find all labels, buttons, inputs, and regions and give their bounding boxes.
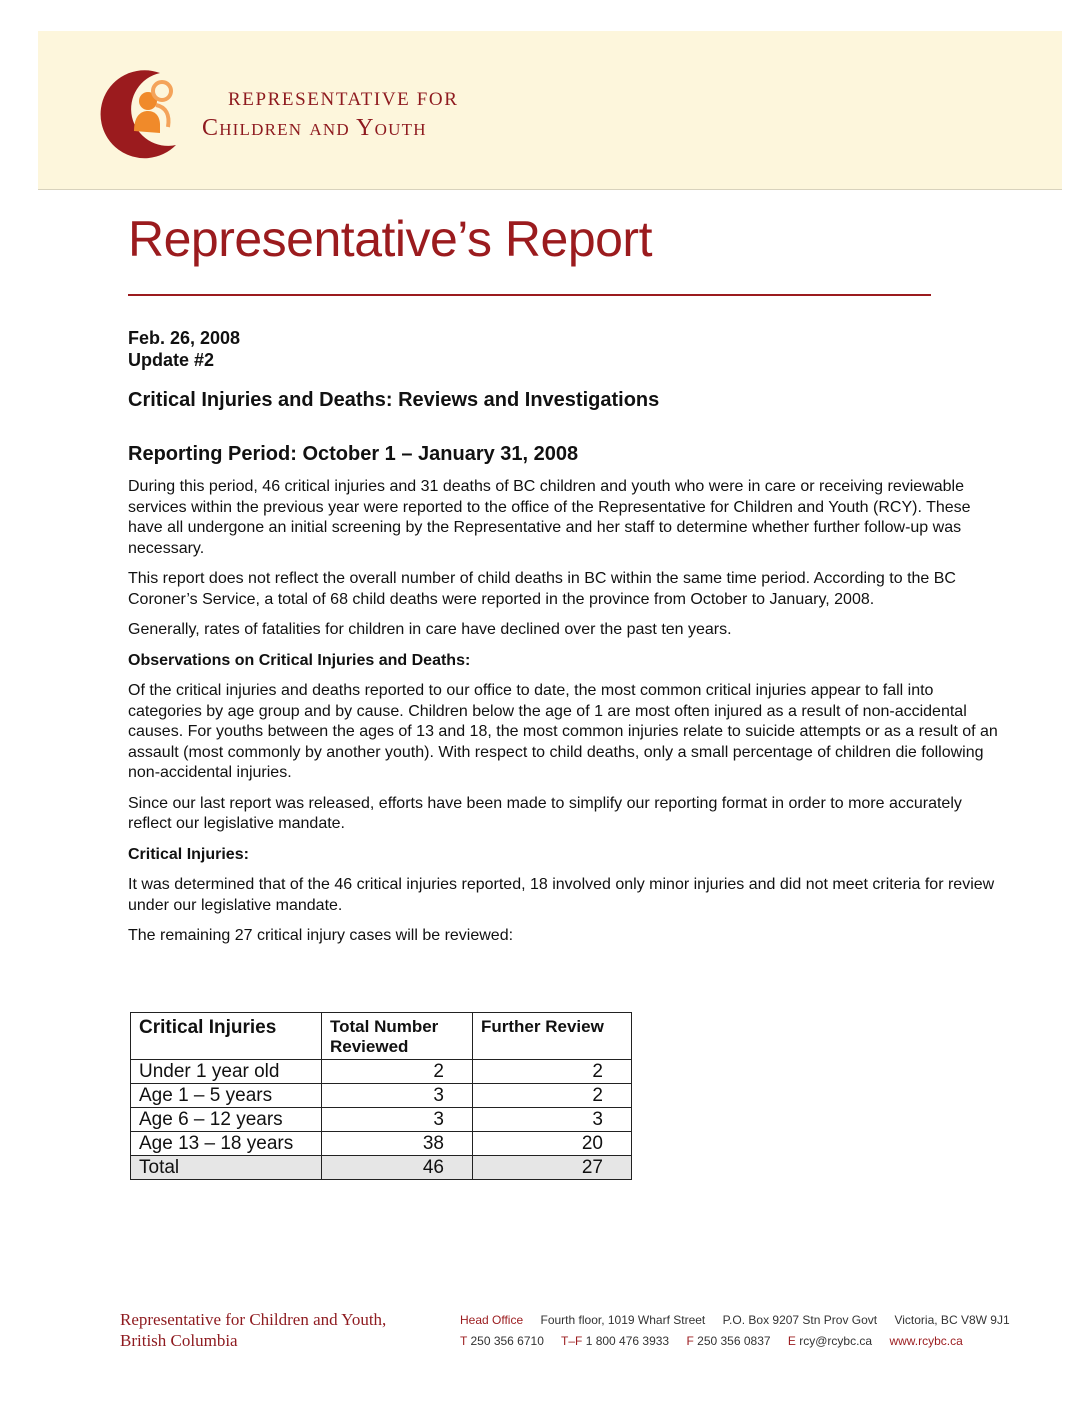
total-reviewed: 46 (322, 1156, 473, 1180)
rcy-logo-icon (90, 53, 186, 163)
row-label: Age 6 – 12 years (131, 1108, 322, 1132)
report-body (128, 477, 1008, 957)
footer-phone: 250 356 6710 (470, 1334, 544, 1348)
table-row (131, 1132, 632, 1156)
paragraph-minor-injuries: It was determined that of the 46 critical injuries reported, 18 involved only minor injuries and did not meet criteria for review under our legislative mandate. (128, 876, 995, 914)
report-date: Feb. 26, 2008 (128, 328, 241, 348)
footer-office-label: Head Office (460, 1313, 524, 1327)
row-label: Age 13 – 18 years (131, 1132, 322, 1156)
table-row (131, 1108, 632, 1132)
footer-address: Fourth floor, 1019 Wharf Street (540, 1313, 706, 1327)
row-total: 2 (322, 1060, 473, 1084)
footer-fax-label: F (686, 1334, 694, 1348)
footer-address-line (460, 1313, 1010, 1327)
footer-org-line1: Representative for Children and Youth, (120, 1310, 387, 1329)
table-header-row (131, 1013, 632, 1060)
footer-city: Victoria, BC V8W 9J1 (894, 1313, 1010, 1327)
row-total: 3 (322, 1108, 473, 1132)
footer-contact-line (460, 1334, 963, 1348)
row-further: 3 (473, 1108, 632, 1132)
row-total: 3 (322, 1084, 473, 1108)
table-total-row (131, 1156, 632, 1180)
row-further: 2 (473, 1060, 632, 1084)
footer-website-link[interactable]: www.rcybc.ca (889, 1334, 963, 1348)
report-subtitle: Critical Injuries and Deaths: Reviews and Investigations (128, 389, 660, 411)
paragraph-rates: Generally, rates of fatalities for children in care have declined over the past ten years. (128, 621, 732, 638)
footer-fax: 250 356 0837 (697, 1334, 771, 1348)
total-further: 27 (473, 1156, 632, 1180)
reporting-period: Reporting Period: October 1 – January 31, 2008 (128, 443, 579, 465)
header-org-line2: Children and Youth (202, 115, 427, 141)
table-header-total: Total Number Reviewed (322, 1013, 473, 1060)
footer-po-box: P.O. Box 9207 Stn Prov Govt (722, 1313, 878, 1327)
footer-email-link[interactable]: rcy@rcybc.ca (799, 1334, 873, 1348)
report-update: Update #2 (128, 350, 215, 370)
report-title: Representative’s Report (128, 211, 652, 267)
row-label: Under 1 year old (131, 1060, 322, 1084)
paragraph-observations: Of the critical injuries and deaths reported to our office to date, the most common critical injuries appear to fall into categories by age group and by cause. Children below the age of 1 are most often injured as a result of non-accidental causes. For youths between the ages of 13 and 18, the most common injuries relate to suicide attempts or as a result of an assault (most commonly by another youth). With respect to child deaths, only a small percentage of children die following non-accidental injuries. (128, 682, 998, 781)
header-banner (38, 31, 1062, 190)
footer-tollfree: 1 800 476 3933 (585, 1334, 670, 1348)
footer-tollfree-label: T–F (561, 1334, 583, 1348)
paragraph-coroner: This report does not reflect the overall number of child deaths in BC within the same time period. According to the BC Coroner’s Service, a total of 68 child deaths were reported in the province from October to January, 2008. (128, 570, 956, 608)
paragraph-summary: During this period, 46 critical injuries and 31 deaths of BC children and youth who were in care or receiving reviewable services within the previous year were reported to the office of the Representative for Children and Youth (RCY). These have all undergone an initial screening by the Representative and her staff to determine whether further follow-up was necessary. (128, 478, 971, 557)
title-divider (128, 294, 931, 296)
paragraph-format: Since our last report was released, efforts have been made to simplify our reporting format in order to more accurately reflect our legislative mandate. (128, 794, 962, 832)
total-label: Total (131, 1156, 322, 1180)
row-label: Age 1 – 5 years (131, 1084, 322, 1108)
heading-critical-injuries: Critical Injuries: (128, 845, 249, 863)
table-header-category: Critical Injuries (131, 1013, 322, 1060)
row-further: 20 (473, 1132, 632, 1156)
critical-injuries-table (130, 1012, 632, 1180)
paragraph-remaining: The remaining 27 critical injury cases will be reviewed: (128, 927, 514, 944)
footer-org-line2: British Columbia (120, 1331, 238, 1350)
table-header-further: Further Review (473, 1013, 632, 1060)
table-row (131, 1060, 632, 1084)
row-total: 38 (322, 1132, 473, 1156)
table-row (131, 1084, 632, 1108)
heading-observations: Observations on Critical Injuries and Deaths: (128, 651, 471, 669)
footer-phone-label: T (460, 1334, 468, 1348)
row-further: 2 (473, 1084, 632, 1108)
footer-email-label: E (787, 1334, 796, 1348)
header-org-line1: REPRESENTATIVE FOR (228, 89, 459, 110)
